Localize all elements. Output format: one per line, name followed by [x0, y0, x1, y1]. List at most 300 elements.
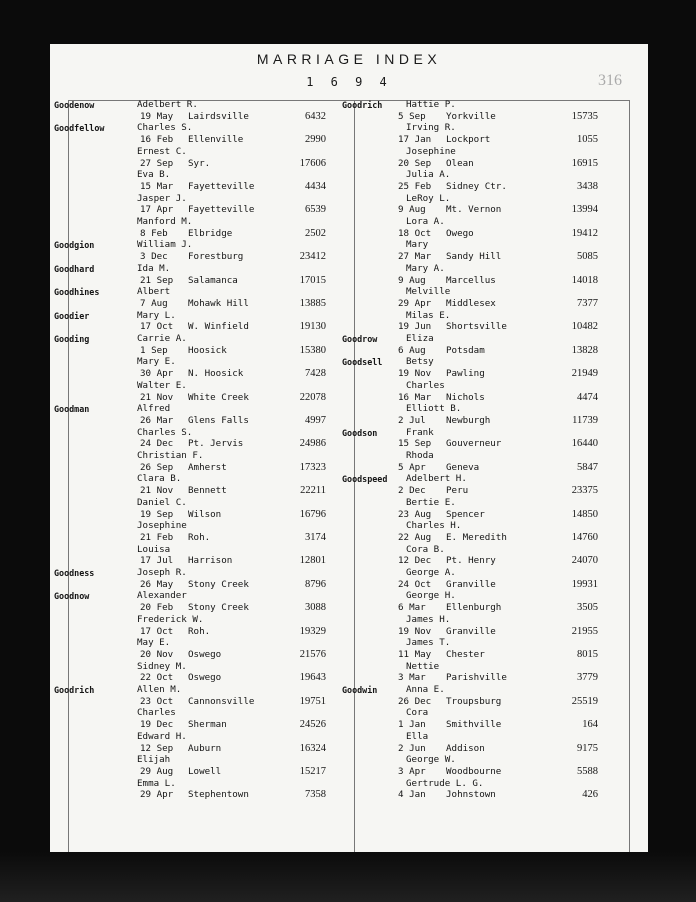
certificate-number: 24526: [299, 719, 326, 731]
record-row: [342, 462, 608, 474]
name-row: [342, 590, 608, 602]
marriage-date: 21 Feb: [140, 531, 174, 543]
record-row: [342, 789, 608, 801]
certificate-number: 13885: [299, 297, 326, 309]
given-name: George W.: [406, 754, 456, 766]
record-row: [342, 392, 608, 404]
place: Pt. Jervis: [188, 438, 244, 450]
given-name: Louisa: [137, 543, 171, 555]
name-row: [54, 193, 332, 205]
surname: Goodness: [54, 568, 95, 578]
certificate-number: 19643: [299, 672, 326, 684]
surname: Goodgion: [54, 240, 95, 251]
given-name: Mary: [406, 239, 429, 251]
certificate-number: 2502: [305, 227, 326, 239]
name-row: [342, 731, 608, 743]
certificate-number: 22211: [300, 485, 326, 497]
place: Middlesex: [446, 297, 496, 309]
name-row: [342, 286, 608, 298]
certificate-number: 9175: [577, 742, 598, 754]
name-row: [342, 614, 608, 626]
given-name: Edward H.: [137, 730, 187, 742]
certificate-number: 14760: [571, 531, 598, 543]
scan-edge: [0, 852, 696, 902]
place: Hoosick: [188, 344, 227, 356]
marriage-date: 16 Mar: [398, 391, 432, 403]
surname: Goodfellow: [54, 123, 105, 134]
name-row: [54, 216, 332, 228]
marriage-date: 5 Apr: [398, 461, 426, 473]
place: Fayetteville: [188, 204, 255, 216]
record-row: [342, 321, 608, 333]
marriage-date: 15 Sep: [398, 438, 432, 450]
name-row: [54, 778, 332, 790]
given-name: Mary A.: [406, 262, 445, 274]
marriage-date: 23 Oct: [140, 695, 174, 707]
name-row: [342, 239, 608, 251]
certificate-number: 23412: [299, 251, 326, 263]
record-row: [54, 275, 332, 287]
marriage-date: 29 Aug: [140, 765, 174, 777]
name-row: [342, 146, 608, 158]
certificate-number: 10482: [571, 321, 598, 333]
marriage-date: 3 Apr: [398, 765, 426, 777]
given-name: Jasper J.: [137, 192, 187, 204]
certificate-number: 3438: [577, 180, 598, 192]
place: Forestburg: [188, 251, 244, 263]
given-name: Walter E.: [137, 379, 187, 391]
certificate-number: 6539: [305, 204, 326, 216]
name-row: [342, 427, 608, 439]
name-row: [342, 778, 608, 790]
record-row: [54, 181, 332, 193]
marriage-date: 3 Dec: [140, 251, 168, 263]
certificate-number: 6432: [305, 110, 326, 122]
given-name: Bertie E.: [406, 496, 456, 508]
name-row: [54, 427, 332, 439]
marriage-date: 17 Oct: [140, 625, 174, 637]
certificate-number: 17015: [299, 274, 326, 286]
marriage-date: 18 Oct: [398, 227, 432, 239]
record-row: [342, 158, 608, 170]
place: Granville: [446, 625, 496, 637]
given-name: Manford M.: [137, 216, 193, 227]
surname: Goodhines: [54, 287, 100, 298]
record-row: [342, 275, 608, 287]
record-row: [342, 111, 608, 123]
record-row: [54, 111, 332, 123]
place: N. Hoosick: [188, 368, 244, 380]
certificate-number: 22078: [299, 391, 326, 403]
place: Pt. Henry: [446, 555, 496, 567]
certificate-number: 19931: [571, 578, 598, 590]
marriage-date: 29 Apr: [398, 297, 432, 309]
surname: Goodrow: [342, 334, 378, 344]
given-name: Betsy: [406, 356, 434, 368]
name-row: [54, 497, 332, 509]
record-row: [342, 181, 608, 193]
place: Roh.: [188, 625, 211, 637]
place: Stephentown: [188, 789, 249, 801]
right-column: [342, 99, 608, 801]
given-name: Adelbert H.: [406, 473, 467, 485]
marriage-date: 9 Aug: [398, 274, 426, 286]
name-row: [54, 263, 332, 275]
place: Cannonsville: [188, 695, 255, 707]
record-row: [342, 438, 608, 450]
certificate-number: 14850: [571, 508, 598, 520]
name-row: [54, 99, 332, 111]
certificate-number: 19751: [299, 695, 326, 707]
record-row: [342, 134, 608, 146]
record-row: [54, 321, 332, 333]
given-name: Melville: [406, 286, 451, 298]
surname: Goodrich: [342, 100, 383, 110]
name-row: [54, 520, 332, 532]
name-row: [342, 216, 608, 228]
record-row: [54, 696, 332, 708]
record-row: [342, 532, 608, 544]
marriage-date: 1 Sep: [140, 344, 168, 356]
name-row: [54, 356, 332, 368]
name-row: [342, 356, 608, 368]
certificate-number: 24986: [299, 438, 326, 450]
marriage-date: 2 Jun: [398, 742, 426, 754]
given-name: Anna E.: [406, 684, 445, 695]
record-row: [54, 345, 332, 357]
certificate-number: 1055: [577, 134, 598, 146]
place: Sandy Hill: [446, 251, 502, 263]
place: Addison: [446, 742, 485, 754]
marriage-date: 23 Aug: [398, 508, 432, 520]
marriage-date: 5 Sep: [398, 110, 426, 122]
name-row: [342, 567, 608, 579]
certificate-number: 15735: [571, 110, 598, 122]
certificate-number: 3174: [305, 531, 326, 543]
record-row: [54, 438, 332, 450]
place: Olean: [446, 157, 474, 169]
marriage-date: 3 Mar: [398, 672, 426, 684]
record-row: [54, 298, 332, 310]
marriage-date: 30 Apr: [140, 368, 174, 380]
place: Woodbourne: [446, 765, 502, 777]
record-row: [54, 415, 332, 427]
record-row: [54, 789, 332, 801]
marriage-date: 26 Dec: [398, 695, 432, 707]
marriage-date: 6 Aug: [398, 344, 426, 356]
marriage-date: 8 Feb: [140, 227, 168, 239]
surname: Gooding: [54, 334, 90, 344]
name-row: [54, 754, 332, 766]
given-name: Mary E.: [137, 356, 176, 368]
name-row: [342, 707, 608, 719]
place: Sherman: [188, 719, 227, 731]
place: Chester: [446, 648, 485, 660]
record-row: [342, 579, 608, 591]
record-row: [342, 345, 608, 357]
record-row: [342, 626, 608, 638]
certificate-number: 19329: [299, 625, 326, 637]
marriage-date: 4 Jan: [398, 789, 426, 801]
surname: Goodman: [54, 404, 90, 415]
certificate-number: 5085: [577, 251, 598, 263]
certificate-number: 13828: [571, 344, 598, 356]
left-column: [54, 99, 332, 801]
record-row: [54, 392, 332, 404]
certificate-number: 15380: [299, 344, 326, 356]
place: White Creek: [188, 391, 249, 403]
name-row: [54, 637, 332, 649]
certificate-number: 7358: [305, 789, 326, 801]
certificate-number: 17606: [299, 157, 326, 169]
certificate-number: 7377: [577, 297, 598, 309]
marriage-date: 19 Nov: [398, 625, 432, 637]
given-name: LeRoy L.: [406, 192, 451, 204]
marriage-date: 27 Mar: [398, 251, 432, 263]
record-row: [342, 228, 608, 240]
certificate-number: 4474: [577, 391, 598, 403]
record-row: [342, 719, 608, 731]
record-row: [54, 368, 332, 380]
name-row: [342, 99, 608, 111]
surname: Goodsell: [342, 357, 383, 368]
place: Geneva: [446, 461, 480, 473]
marriage-date: 21 Nov: [140, 485, 174, 497]
place: E. Meredith: [446, 531, 507, 543]
given-name: Allen M.: [137, 684, 182, 695]
name-row: [342, 520, 608, 532]
record-row: [342, 298, 608, 310]
given-name: Alexander: [137, 590, 187, 602]
place: W. Winfield: [188, 321, 249, 333]
name-row: [54, 684, 332, 696]
record-row: [342, 743, 608, 755]
certificate-number: 16324: [299, 742, 326, 754]
given-name: Mary L.: [137, 309, 176, 321]
marriage-date: 19 May: [140, 110, 174, 122]
certificate-number: 25519: [571, 695, 598, 707]
place: Harrison: [188, 555, 233, 567]
certificate-number: 19412: [571, 227, 598, 239]
marriage-date: 9 Aug: [398, 204, 426, 216]
place: Nichols: [446, 391, 485, 403]
given-name: Charles S.: [137, 426, 193, 438]
place: Spencer: [446, 508, 485, 520]
marriage-date: 17 Apr: [140, 204, 174, 216]
given-name: Adelbert R.: [137, 99, 198, 110]
name-row: [54, 661, 332, 673]
record-row: [54, 579, 332, 591]
name-row: [54, 333, 332, 345]
certificate-number: 2990: [305, 134, 326, 146]
given-name: Hattie P.: [406, 99, 456, 110]
certificate-number: 5588: [577, 765, 598, 777]
name-row: [54, 403, 332, 415]
certificate-number: 3779: [577, 672, 598, 684]
given-name: Cora: [406, 707, 429, 719]
given-name: Clara B.: [137, 473, 182, 485]
place: Glens Falls: [188, 414, 249, 426]
marriage-date: 7 Aug: [140, 297, 168, 309]
place: Amherst: [188, 461, 227, 473]
given-name: Charles S.: [137, 122, 193, 134]
record-row: [54, 251, 332, 263]
given-name: Carrie A.: [137, 333, 187, 344]
place: Gouverneur: [446, 438, 502, 450]
certificate-number: 12801: [299, 555, 326, 567]
name-row: [342, 754, 608, 766]
marriage-date: 19 Jun: [398, 321, 432, 333]
marriage-date: 22 Oct: [140, 672, 174, 684]
name-row: [54, 169, 332, 181]
place: Parishville: [446, 672, 507, 684]
name-row: [342, 684, 608, 696]
record-row: [54, 719, 332, 731]
given-name: Eva B.: [137, 169, 171, 181]
given-name: Albert: [137, 286, 171, 298]
certificate-number: 3505: [577, 602, 598, 614]
record-row: [54, 485, 332, 497]
certificate-number: 7428: [305, 368, 326, 380]
place: Johnstown: [446, 789, 496, 801]
name-row: [342, 122, 608, 134]
name-row: [54, 544, 332, 556]
record-row: [54, 649, 332, 661]
place: Ellenburgh: [446, 602, 502, 614]
name-row: [342, 380, 608, 392]
record-row: [342, 509, 608, 521]
given-name: James H.: [406, 613, 451, 625]
record-row: [54, 158, 332, 170]
marriage-date: 12 Sep: [140, 742, 174, 754]
surname: Goodenow: [54, 100, 95, 110]
marriage-date: 2 Jul: [398, 414, 426, 426]
certificate-number: 8796: [305, 578, 326, 590]
name-row: [54, 239, 332, 251]
certificate-number: 16796: [299, 508, 326, 520]
name-row: [342, 193, 608, 205]
place: Mohawk Hill: [188, 297, 249, 309]
given-name: Ida M.: [137, 262, 171, 274]
marriage-date: 26 Sep: [140, 461, 174, 473]
marriage-date: 25 Feb: [398, 180, 432, 192]
given-name: George A.: [406, 567, 456, 578]
place: Wilson: [188, 508, 222, 520]
surname: Goodson: [342, 427, 378, 438]
surname: Goodspeed: [342, 474, 388, 485]
marriage-date: 21 Nov: [140, 391, 174, 403]
marriage-date: 26 May: [140, 578, 174, 590]
record-row: [54, 766, 332, 778]
certificate-number: 15217: [299, 765, 326, 777]
given-name: Joseph R.: [137, 567, 187, 578]
place: Bennett: [188, 485, 227, 497]
record-row: [342, 251, 608, 263]
surname: Goodrich: [54, 685, 95, 695]
given-name: Christian F.: [137, 450, 204, 461]
given-name: Gertrude L. G.: [406, 777, 484, 789]
record-row: [54, 626, 332, 638]
record-row: [342, 368, 608, 380]
name-row: [54, 707, 332, 719]
name-row: [54, 567, 332, 579]
given-name: Alfred: [137, 403, 171, 415]
place: Stony Creek: [188, 578, 249, 590]
surname: Goodier: [54, 310, 90, 321]
given-name: Nettie: [406, 660, 440, 672]
name-row: [54, 450, 332, 462]
name-row: [54, 146, 332, 158]
record-row: [54, 555, 332, 567]
given-name: Charles: [137, 707, 176, 719]
marriage-date: 29 Apr: [140, 789, 174, 801]
place: Stony Creek: [188, 602, 249, 614]
given-name: William J.: [137, 239, 193, 251]
marriage-date: 19 Dec: [140, 719, 174, 731]
record-row: [342, 555, 608, 567]
given-name: Milas E.: [406, 309, 451, 321]
name-row: [342, 333, 608, 345]
name-row: [54, 310, 332, 322]
name-row: [54, 380, 332, 392]
place: Smithville: [446, 719, 502, 731]
record-row: [54, 532, 332, 544]
given-name: Josephine: [406, 145, 456, 157]
place: Syr.: [188, 157, 211, 169]
name-row: [54, 473, 332, 485]
name-row: [342, 544, 608, 556]
place: Auburn: [188, 742, 222, 754]
record-row: [342, 485, 608, 497]
place: Granville: [446, 578, 496, 590]
record-row: [342, 649, 608, 661]
surname: Goodhard: [54, 263, 95, 274]
name-row: [54, 286, 332, 298]
marriage-date: 24 Oct: [398, 578, 432, 590]
given-name: Frederick W.: [137, 613, 204, 625]
marriage-date: 11 May: [398, 648, 432, 660]
record-row: [54, 602, 332, 614]
record-row: [342, 672, 608, 684]
given-name: Rhoda: [406, 450, 434, 461]
page-year: 1 6 9 4: [306, 75, 392, 89]
given-name: George H.: [406, 590, 456, 602]
certificate-number: 4997: [305, 414, 326, 426]
given-name: Lora A.: [406, 216, 445, 227]
surname: Goodnow: [54, 591, 90, 602]
certificate-number: 17323: [299, 461, 326, 473]
place: Oswego: [188, 672, 222, 684]
marriage-date: 16 Feb: [140, 134, 174, 146]
given-name: Josephine: [137, 520, 187, 532]
given-name: Eliza: [406, 333, 434, 344]
marriage-date: 6 Mar: [398, 602, 426, 614]
record-row: [54, 672, 332, 684]
record-row: [342, 415, 608, 427]
record-row: [54, 462, 332, 474]
place: Fayetteville: [188, 180, 255, 192]
certificate-number: 11739: [572, 414, 598, 426]
certificate-number: 16915: [571, 157, 598, 169]
marriage-date: 19 Nov: [398, 368, 432, 380]
name-row: [342, 450, 608, 462]
place: Peru: [446, 485, 469, 497]
marriage-date: 21 Sep: [140, 274, 174, 286]
place: Marcellus: [446, 274, 496, 286]
marriage-date: 27 Sep: [140, 157, 174, 169]
given-name: Elliott B.: [406, 403, 462, 415]
name-row: [342, 497, 608, 509]
